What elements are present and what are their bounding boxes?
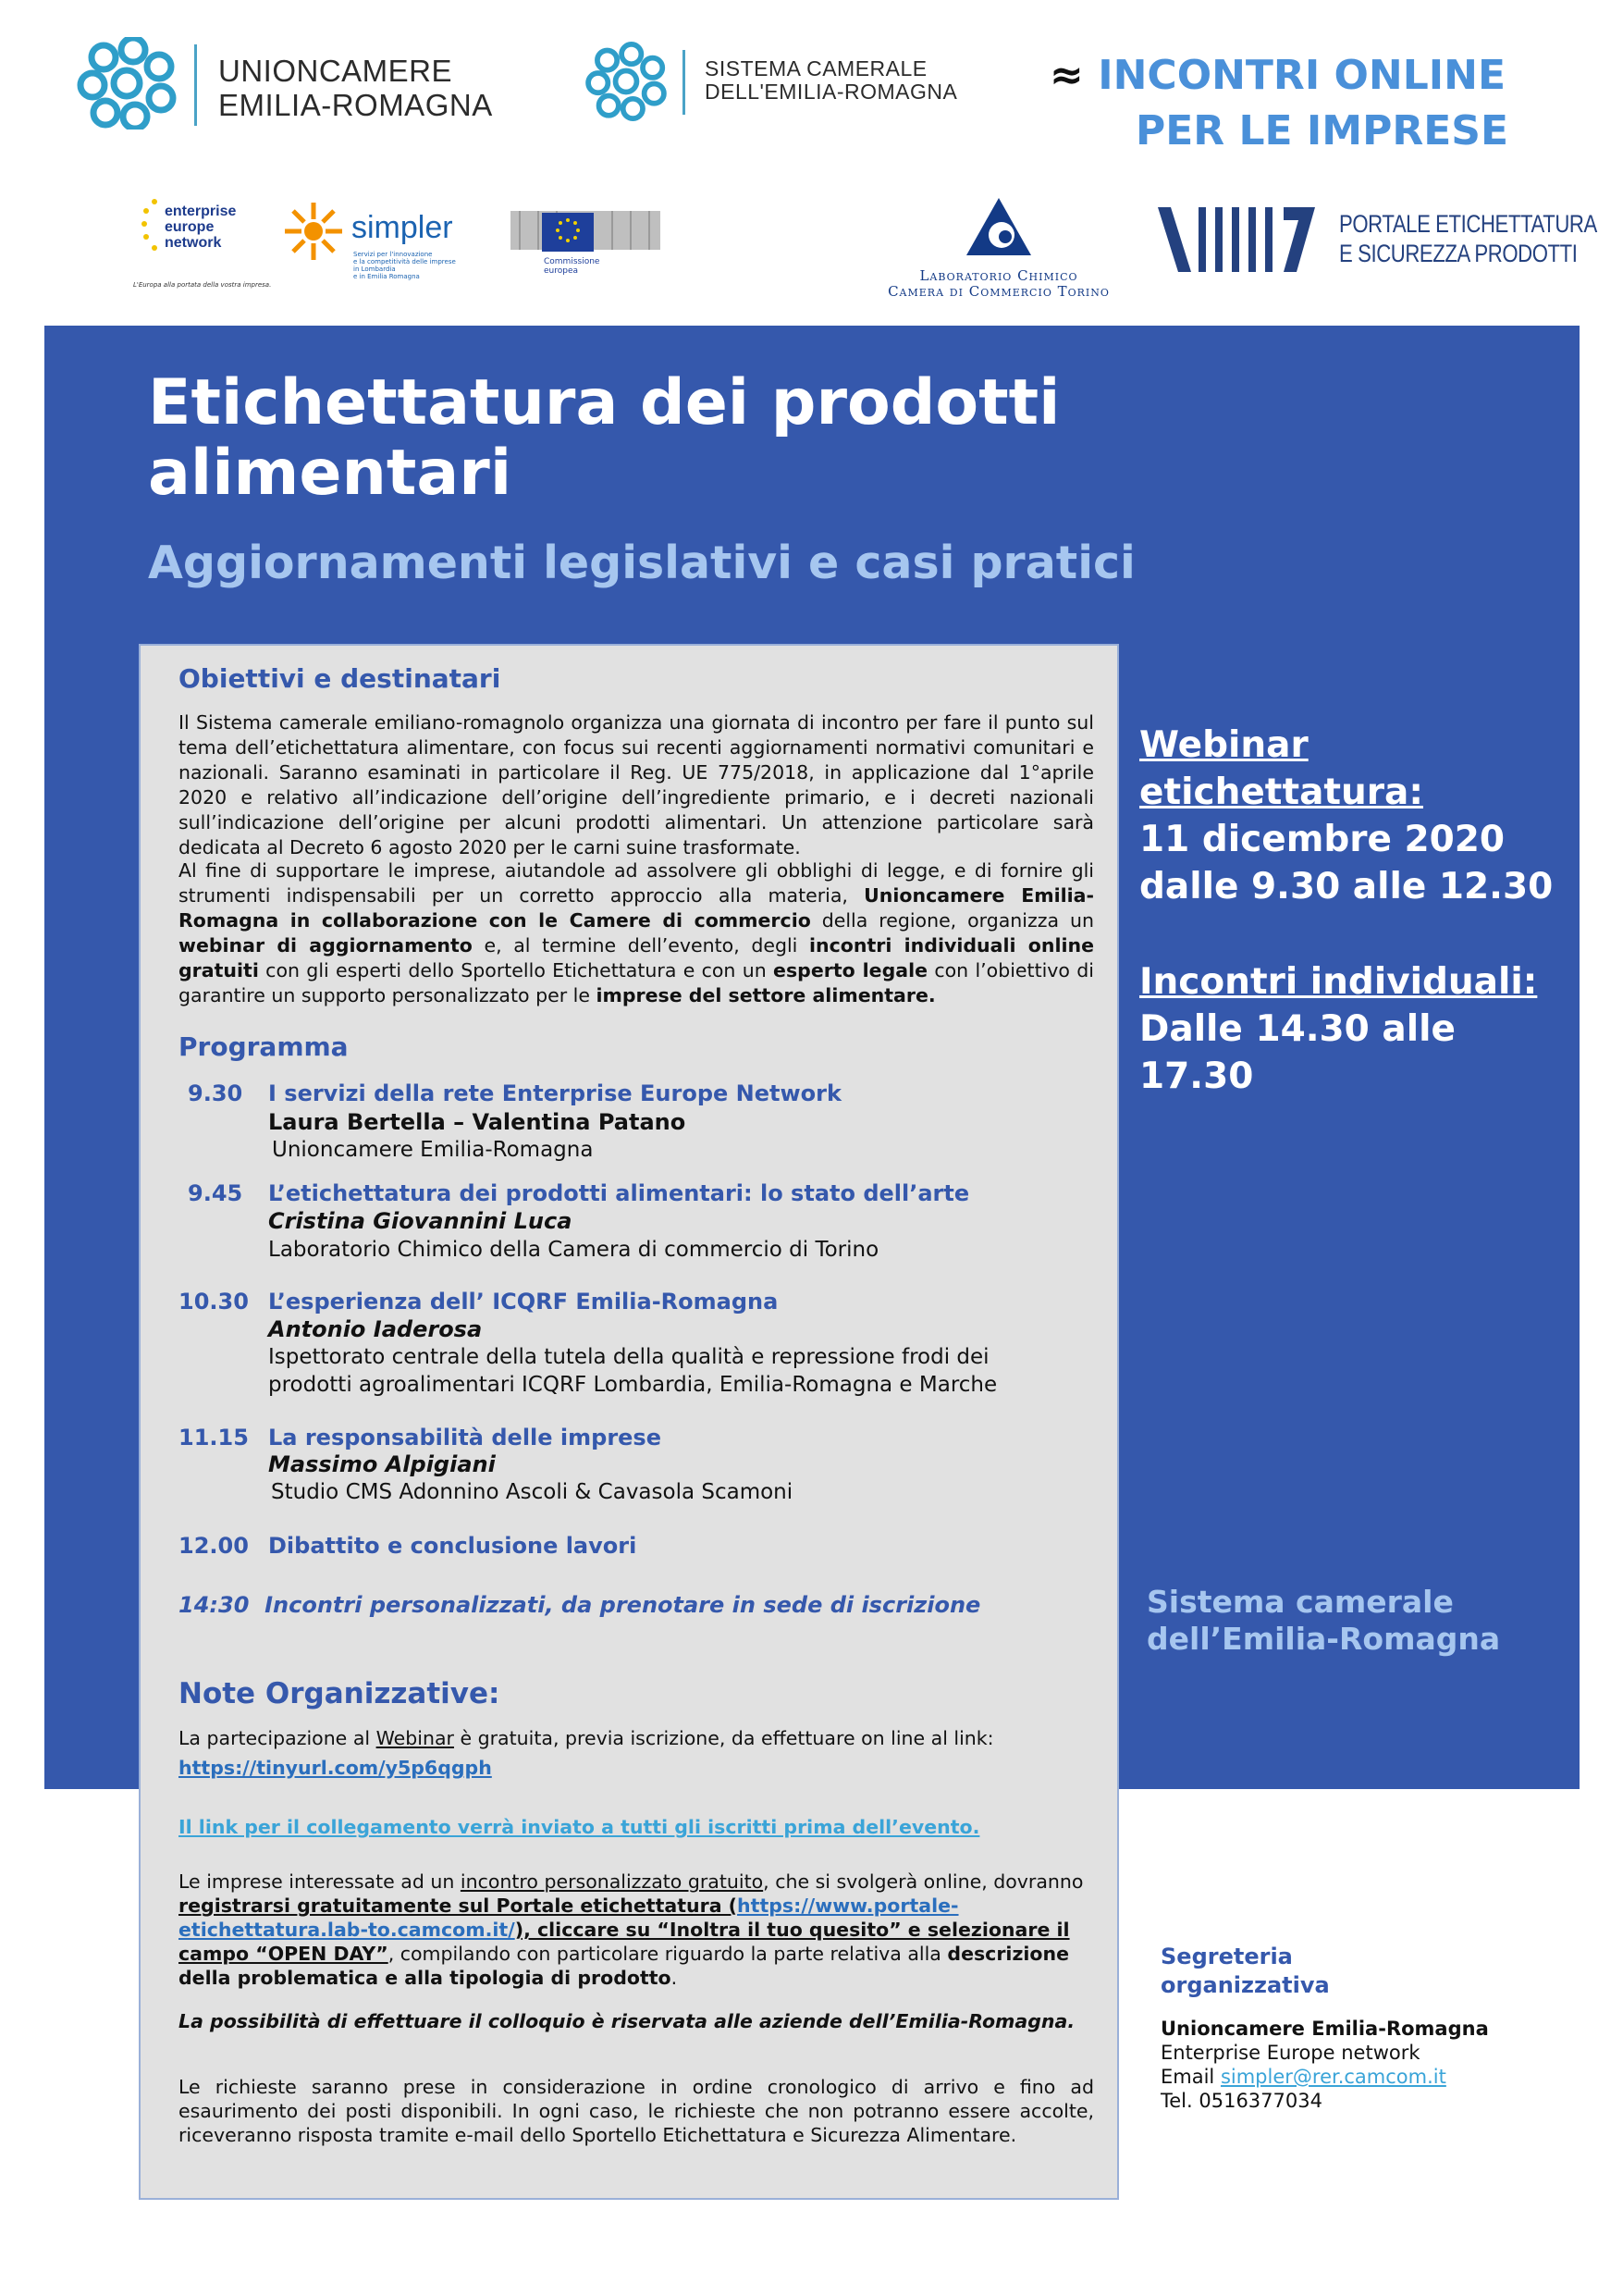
para2-bold2: webinar di aggiornamento [178, 934, 473, 957]
webinar-time: dalle 9.30 alle 12.30 [1139, 866, 1554, 907]
registration-link[interactable]: https://tinyurl.com/y5p6qgph [178, 1757, 492, 1779]
notes-p3-underline1: incontro personalizzato gratuito [460, 1870, 764, 1893]
simpler-tagline2: e la competitività delle imprese [353, 258, 456, 265]
segreteria-email-link[interactable]: simpler@rer.camcom.it [1220, 2066, 1446, 2088]
portale-barcode-icon [1158, 198, 1334, 281]
programme-time: 9.45 [188, 1180, 243, 1206]
para2-text2: della regione, organizza un [810, 909, 1094, 932]
page-title: Etichettatura dei prodotti alimentari [148, 366, 1061, 510]
unioncamere-divider [194, 44, 197, 126]
programme-speaker: Cristina Giovannini Luca [268, 1208, 572, 1234]
programme-heading: Programma [178, 1031, 349, 1062]
sistema-line1: SISTEMA CAMERALE [705, 56, 928, 80]
sistema-name [705, 57, 957, 104]
programme-time: 10.30 [178, 1289, 249, 1315]
unioncamere-line1: UNIONCAMERE [218, 54, 453, 88]
laboratorio-line2: Camera di Commercio Torino [888, 283, 1110, 300]
programme-title: Dibattito e conclusione lavori [268, 1533, 637, 1559]
programme-title: L’etichettatura dei prodotti alimentari: lo stato dell’arte [268, 1180, 970, 1206]
segreteria-heading1: Segreteria [1161, 1944, 1293, 1969]
notes-p3 [178, 1870, 1094, 1990]
programme-title: La responsabilità delle imprese [268, 1425, 661, 1450]
programme-org: Studio CMS Adonnino Ascoli & Cavasola Scamoni [271, 1480, 793, 1504]
portale-logo [1158, 198, 1597, 290]
programme-org: Unioncamere Emilia-Romagna [272, 1138, 594, 1162]
programme-speaker: Antonio Iaderosa [268, 1316, 483, 1342]
webinar-date: 11 dicembre 2020 [1139, 819, 1506, 860]
een-line3: network [165, 235, 222, 251]
notes-heading: Note Organizzative: [178, 1677, 500, 1710]
wave-icon: ≈ [1050, 52, 1084, 99]
panel-footer-line1: Sistema camerale [1147, 1584, 1454, 1620]
programme-time: 11.15 [178, 1425, 249, 1450]
simpler-tagline4: e in Emilia Romagna [353, 273, 420, 280]
notes-p3-bold2: ), [514, 1919, 537, 1941]
notes-p1-text2: è gratuita, previa iscrizione, da effettuare on line al link: [453, 1727, 994, 1749]
een-line1: enterprise [165, 204, 237, 219]
segreteria-org: Unioncamere Emilia-Romagna [1161, 2018, 1489, 2040]
portale-link[interactable]: https://www.portale-etichettatura.lab-to.camcom.it/ [178, 1895, 959, 1941]
segreteria-network: Enterprise Europe network [1161, 2042, 1420, 2064]
notes-p3-text3: , compilando con particolare riguardo la parte relativa alla [387, 1943, 948, 1965]
webinar-info [1139, 722, 1574, 1100]
segreteria-email-label: Email [1161, 2066, 1221, 2088]
unioncamere-name [218, 54, 493, 122]
unioncamere-logo [76, 37, 178, 133]
simpler-tagline1: Servizi per l'innovazione [353, 251, 433, 258]
notes-p3-text1: Le imprese interessate ad un [178, 1870, 461, 1893]
simpler-logo [281, 199, 475, 291]
unioncamere-emblem-icon [76, 37, 178, 130]
simpler-name: simpler [351, 210, 453, 245]
para2-text4: con gli esperti dello Sportello Etichettatura e con un [258, 959, 774, 981]
para2-text3: e, al termine dell’evento, degli [472, 934, 810, 957]
notes-p3-bold4: descrizione della problematica e alla tipologia di prodotto [178, 1943, 1069, 1989]
sistema-divider [682, 50, 685, 115]
panel-footer [1147, 1584, 1500, 1658]
para2-bold5: imprese del settore alimentare. [596, 984, 936, 1006]
commissione-line1: Commissione [544, 257, 600, 266]
programme-time: 12.00 [178, 1533, 249, 1559]
notes-p5: Le richieste saranno prese in considerazione in ordine cronologico di arrivo e fino ad esaurimento dei posti disponibili. In ogni caso, le richieste che non potranno essere accolte, riceveranno risposta tramite e-mail dello Sportello Etichettatura e Sicurezza Alimentare. [178, 2076, 1094, 2146]
een-tagline: L'Europa alla portata della vostra impresa. [133, 281, 272, 289]
notes-p1-text1: La partecipazione al [178, 1727, 376, 1749]
segreteria-tel: Tel. 0516377034 [1161, 2090, 1322, 2112]
sistema-logo [584, 41, 668, 126]
programme-org: Laboratorio Chimico della Camera di commercio di Torino [268, 1238, 879, 1262]
para2-bold1: Unioncamere Emilia-Romagna in collaborazione con le Camere di commercio [178, 884, 1094, 932]
laboratorio-line1: Laboratorio Chimico [919, 267, 1078, 284]
webinar-label-line1: Webinar [1139, 724, 1309, 766]
eu-building-icon [510, 187, 660, 252]
portale-line1: PORTALE ETICHETTATURA [1339, 210, 1597, 238]
laboratorio-logo [869, 194, 1128, 305]
notes-p3-bold3: cliccare su “Inoltra il tuo quesito” e selezionare il campo “OPEN DAY” [178, 1919, 1070, 1965]
simpler-sun-icon [281, 199, 346, 264]
unioncamere-line2: EMILIA-ROMAGNA [218, 88, 493, 122]
commissione-logo [510, 187, 660, 289]
incontri-online-heading [1050, 48, 1506, 104]
programme-speaker: Massimo Alpigiani [268, 1451, 496, 1477]
notes-p3-bold1: registrarsi gratuitamente sul Portale etichettatura ( [178, 1895, 738, 1917]
notes-p1 [178, 1726, 1094, 1750]
objectives-para1: Il Sistema camerale emiliano-romagnolo organizza una giornata di incontro per fare il punto sul tema dell’etichettatura alimentare, con focus sui recenti aggiornamenti normativi comunitari e nazionali. Saranno esaminati in particolare il Reg. UE 775/2018, in applicazione dal 1°aprile 2020 e relativo all’indicazione dell’origine dell’ingrediente primario, e i decreti nazionali sull’indicazione dell’origine per alcuni prodotti alimentari. Un attenzione particolare sarà dedicata al Decreto 6 agosto 2020 per le carni suine trasformate. [178, 711, 1094, 858]
objectives-heading: Obiettivi e destinatari [178, 663, 501, 694]
incontri-line1: INCONTRI ONLINE [1098, 52, 1506, 99]
para2-bold4: esperto legale [773, 959, 928, 981]
sistema-line2: DELL'EMILIA-ROMAGNA [705, 80, 958, 104]
segreteria-heading2: organizzativa [1161, 1972, 1330, 1998]
sistema-emblem-icon [584, 41, 668, 122]
page-subtitle: Aggiornamenti legislativi e casi pratici [148, 537, 1136, 589]
link-notice[interactable]: Il link per il collegamento verrà inviato a tutti gli iscritti prima dell’evento. [178, 1816, 980, 1838]
incontri-label: Incontri individuali: [1139, 961, 1538, 1003]
para2-bold3: incontri individuali online gratuiti [178, 934, 1094, 981]
para2-text5: con l’obiettivo di garantire un supporto personalizzato per le [178, 959, 1094, 1006]
programme-speaker: Laura Bertella – Valentina Patano [268, 1109, 686, 1135]
incontri-time: Dalle 14.30 alle 17.30 [1139, 1008, 1456, 1097]
programme-title: L’esperienza dell’ ICQRF Emilia-Romagna [268, 1289, 779, 1315]
notes-p3-text4: . [670, 1967, 678, 1989]
notes-p4: La possibilità di effettuare il colloquio è riservata alle aziende dell’Emilia-Romagna. [178, 2010, 1076, 2032]
simpler-tagline3: in Lombardia [353, 265, 396, 273]
programme-title: I servizi della rete Enterprise Europe Network [268, 1080, 842, 1106]
panel-footer-line2: dell’Emilia-Romagna [1147, 1621, 1501, 1657]
portale-line2: E SICUREZZA PRODOTTI [1339, 240, 1578, 267]
programme-time: 9.30 [188, 1080, 243, 1106]
een-line2: europe [165, 219, 215, 235]
afternoon-session: 14:30 Incontri personalizzati, da prenotare in sede di iscrizione [178, 1592, 981, 1618]
notes-p3-text2: , che si svolgerà online, dovranno [763, 1870, 1084, 1893]
segreteria-block [1161, 1943, 1489, 2113]
laboratorio-flask-icon [957, 194, 1040, 259]
incontri-line2: PER LE IMPRESE [1136, 107, 1509, 154]
commissione-line2: europea [544, 266, 579, 276]
notes-p1-webinar: Webinar [375, 1727, 454, 1749]
programme-org: Ispettorato centrale della tutela della qualità e repressione frodi dei prodotti agroalimentari ICQRF Lombardia, Emilia-Romagna e Marche [268, 1345, 998, 1397]
webinar-label-line2: etichettatura: [1139, 772, 1423, 813]
objectives-para2 [178, 858, 1094, 1008]
para2-text1: Al fine di supportare le imprese, aiutandole ad assolvere gli obblighi di legge, e di fornire gli strumenti indispensabili per un corretto approccio alla materia, [178, 859, 1094, 907]
